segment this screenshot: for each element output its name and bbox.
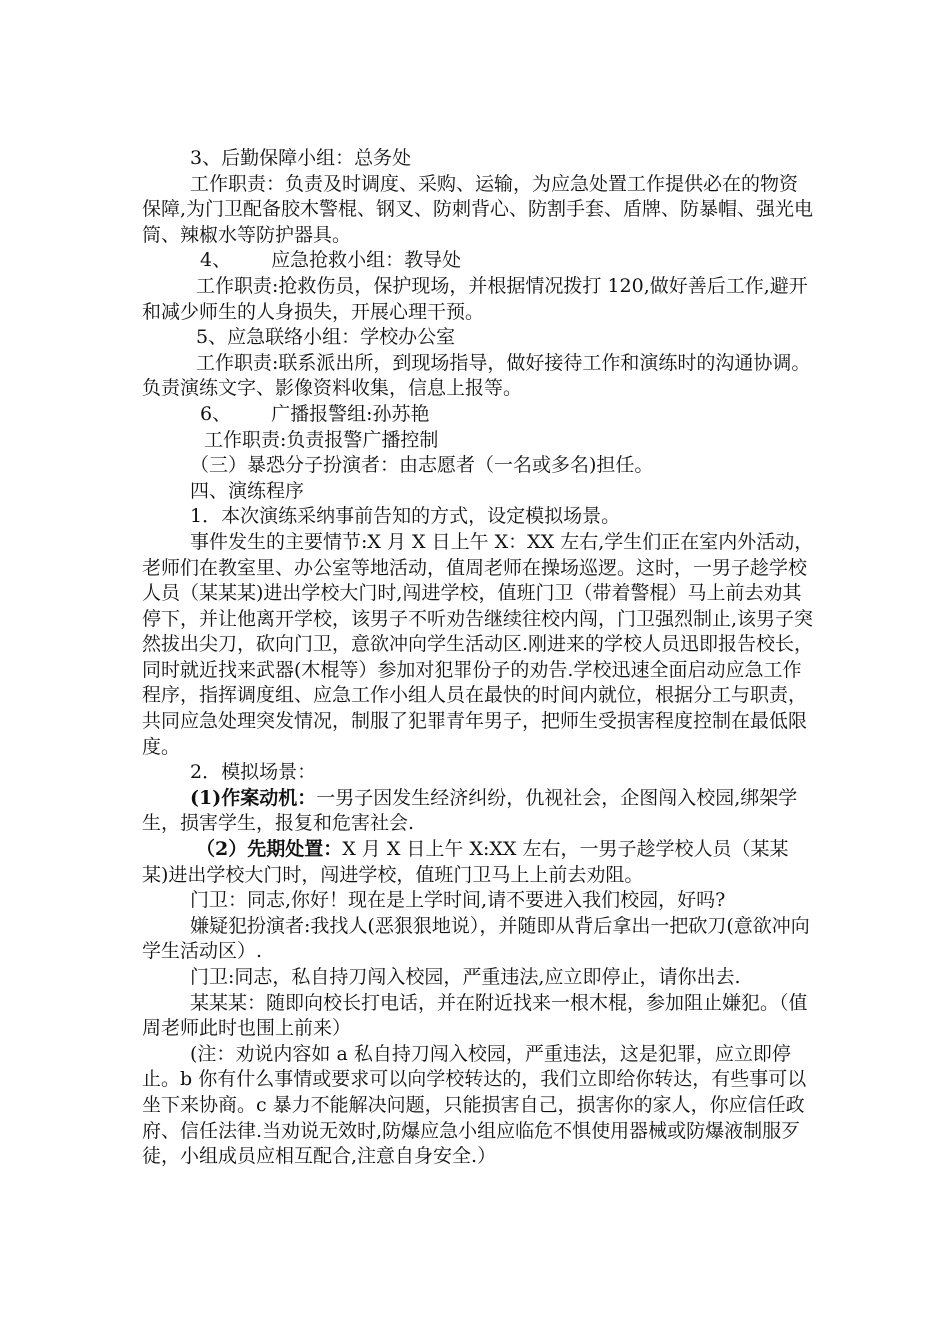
paragraph-liaison-duties: 工作职责:联系派出所，到现场指导，做好接待工作和演练时的沟通协调。负责演练文字、影像资料收集，信息上报等。 (142, 351, 811, 400)
section-heading-procedure: 四、演练程序 (190, 479, 305, 502)
heading-text: 广播报警组:孙苏艳 (271, 402, 430, 425)
paragraph-actors: （三）暴恐分子扮演者：由志愿者（一名或多名)担任。 (190, 454, 654, 477)
heading-number: 6、 (200, 402, 232, 425)
paragraph-staff-action: 某某某：随即向校长打电话，并在附近找来一根木棍，参加阻止嫌犯。（值周老师此时也围上前来） (142, 991, 808, 1040)
paragraph-procedure-2: 2．模拟场景： (190, 761, 317, 784)
paragraph-guard-warning: 门卫:同志，私自持刀闯入校园，严重违法,应立即停止，请你出去. (190, 966, 741, 988)
section-heading-logistics: 3、后勤保障小组：总务处 (190, 147, 412, 169)
document-body (142, 146, 814, 1170)
heading-text: 应急抢救小组：教导处 (271, 249, 462, 272)
paragraph-initial-response (142, 837, 814, 888)
heading-number: 4、 (200, 249, 232, 272)
section-heading-broadcast (142, 402, 814, 428)
paragraph-procedure-1: 1．本次演练采纳事前告知的方式，设定模拟场景。 (190, 505, 621, 528)
paragraph-main-plot: 事件发生的主要情节:X 月 X 日上午 X：XX 左右,学生们正在室内外活动，老师们在教室里、办公室等地活动，值周老师在操场巡逻。这时，一男子趁学校人员（某某某)进出学校大门时,闯进学校，值班门卫（带着警棍）马上前去劝其停下，并让他离开学校，该男子不听劝告继续往校内闯，门卫强烈制止,该男子突然拔出尖刀，砍向门卫，意欲冲向学生活动区.刚进来的学校人员迅即报告校长，同时就近找来武器(木棍等）参加对犯罪份子的劝告.学校迅速全面启动应急工作程序，指挥调度组、应急工作小组人员在最快的时间内就位，根据分工与职责，共同应急处理突发情况，制服了犯罪青年男子，把师生受损害程度控制在最低限度。 (142, 530, 814, 758)
motive-text: 一男子因发生经济纠纷，仇视社会，企图闯入校园,绑架学生，损害学生，报复和危害社会. (142, 786, 798, 835)
section-heading-rescue (142, 248, 814, 274)
motive-label: (1)作案动机： (190, 786, 317, 809)
initial-response-label: （2）先期处置： (196, 838, 343, 861)
paragraph-motive (142, 786, 814, 837)
paragraph-note: (注：劝说内容如 a 私自持刀闯入校园，严重违法，这是犯罪，应立即停止。b 你有什么事情或要求可以向学校转达的，我们立即给你转达，有些事可以坐下来协商。c 暴力不能解决问题，只能损害自己，损害你的家人，你应信任政府、信任法律.当劝说无效时,防爆应急小组应临危不惧使用器械或防爆液制服歹徒，小组成员应相互配合,注意自身安全.） (142, 1042, 807, 1168)
paragraph-guard-line: 门卫：同志,你好！现在是上学时间,请不要进入我们校园，好吗? (190, 889, 726, 912)
initial-response-text: X 月 X 日上午 X:XX 左右，一男子趁学校人员（某某某)进出学校大门时，闯进学校，值班门卫马上上前去劝阻。 (142, 838, 789, 886)
paragraph-rescue-duties: 工作职责:抢救伤员，保护现场，并根据情况拨打 120,做好善后工作,避开和减少师生的人身损失，开展心理干预。 (142, 274, 808, 323)
section-heading-liaison: 5、应急联络小组：学校办公室 (196, 326, 456, 349)
paragraph-suspect-line: 嫌疑犯扮演者:我找人(恶狠狠地说），并随即从背后拿出一把砍刀(意欲冲向学生活动区）. (142, 914, 810, 963)
paragraph-broadcast-duties: 工作职责:负责报警广播控制 (204, 428, 439, 451)
paragraph-logistics-duties: 工作职责：负责及时调度、采购、运输，为应急处置工作提供必在的物资保障,为门卫配备胶木警棍、钢叉、防刺背心、防割手套、盾牌、防暴帽、强光电筒、辣椒水等防护器具。 (142, 172, 814, 246)
